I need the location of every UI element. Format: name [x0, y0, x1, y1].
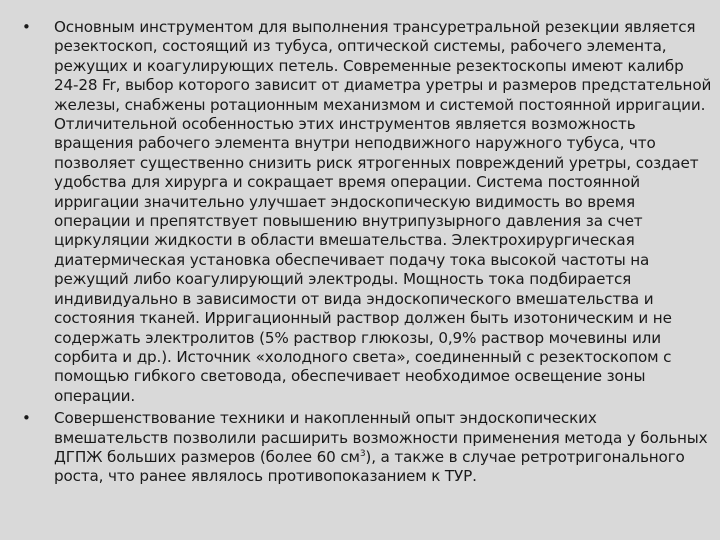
bullet-item-resectoscope [22, 18, 712, 406]
bullet-text [54, 409, 712, 487]
bullet-text-part: Совершенствование техники и накопленный опыт эндоскопических вмешательств позволили расширить возможности применения метода у больных ДГПЖ больших размеров (более 60 см [54, 409, 708, 466]
superscript-cubic: 3 [359, 448, 366, 459]
bullet-marker: • [22, 18, 31, 36]
bullet-text-part: ), а также в случае ретротригонального роста, что ранее являлось противопоказанием к ТУР. [54, 447, 685, 486]
bullet-marker: • [22, 409, 31, 428]
bullet-text: Основным инструментом для выполнения трансуретральной резекции является резектоскоп, состоящий из тубуса, оптической системы, рабочего элемента, режущих и коагулирующих петель. Современные резектоскопы имеют калибр 24-28 Fr, выбор которого зависит от диаметра уретры и размеров предстательной железы, снабжены ротационным механизмом и системой постоянной ирригации. Отличительной особенностью этих инструментов является возможность вращения рабочего элемента внутри неподвижного наружного тубуса, что позволяет существенно снизить риск ятрогенных повреждений уретры, создает удобства для хирурга и сокращает время операции. Система постоянной ирригации значительно улучшает эндоскопическую видимость во время операции и препятствует повышению внутрипузырного давления за счет циркуляции жидкости в области вмешательства. Электрохирургическая диатермическая установка обеспечивает подачу тока высокой частоты на режущий либо коагулирующий электроды. Мощность тока подбирается индивидуально в зависимости от вида эндоскопического вмешательства и состояния тканей. Ирригационный раствор должен быть изотоническим и не содержать электролитов (5% раствор глюкозы, 0,9% раствор мочевины или сорбита и др.). Источник «холодного света», соединенный с резектоскопом с помощью гибкого световода, обеспечивает необходимое освещение зоны операции. [54, 18, 712, 405]
bullet-list [22, 18, 712, 487]
bullet-item-technique [22, 409, 712, 487]
